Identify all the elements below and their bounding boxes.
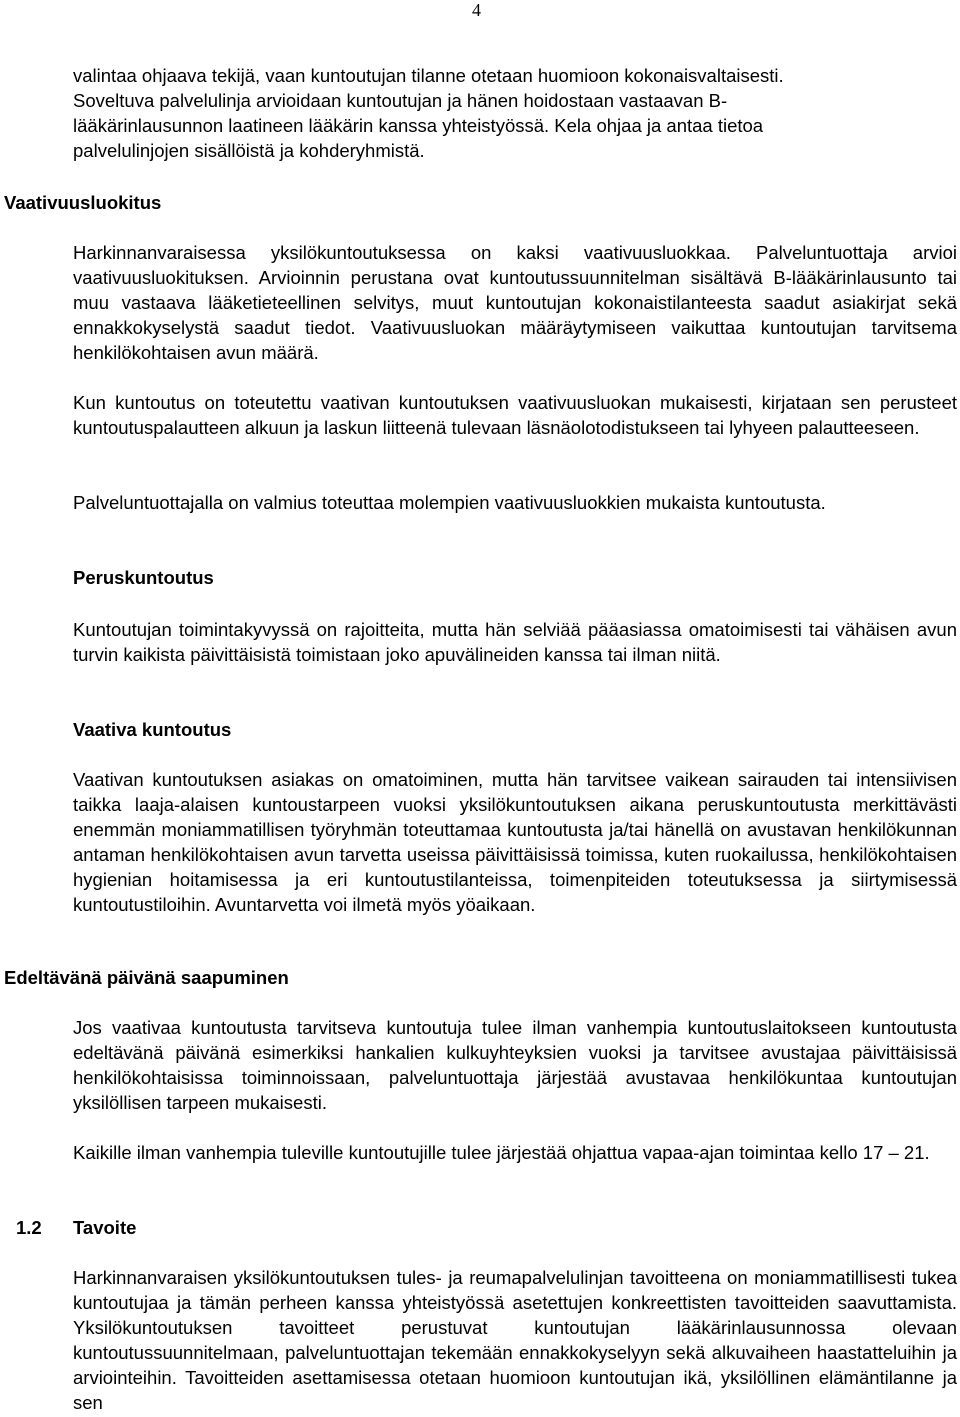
paragraph-vaativuusluokitus-2: Kun kuntoutus on toteutettu vaativan kuntoutuksen vaativuusluokan mukaisesti, kirjataan sen perusteet kuntoutuspalautteen alkuun ja laskun liitteenä tulevaan läsnäolotodistukseen tai lyhyeen palautteeseen.	[73, 392, 957, 438]
paragraph-edeltava-2: Kaikille ilman vanhempia tuleville kuntoutujille tulee järjestää ohjattua vapaa-ajan toimintaa kello 17 – 21.	[73, 1142, 930, 1163]
section-heading-edeltava-paiva: Edeltävänä päivänä saapuminen	[4, 967, 289, 988]
paragraph-vaativuusluokitus-1: Harkinnanvaraisessa yksilökuntoutuksessa on kaksi vaativuusluokkaa. Palveluntuottaja arvioi vaativuusluokituksen. Arvioinnin perustana ovat kuntoutussuunnitelman sisältävä B-lääkärinlausunto tai muu vastaava lääketieteellinen selvitys, muut kuntoutujan kokonaistilanteesta saadut asiakirjat sekä ennakkokyselystä saadut tiedot. Vaativuusluokan määräytymiseen vaikuttaa kuntoutujan tarvitsema henkilökohtaisen avun määrä.	[73, 242, 957, 363]
text-line: palvelulinjojen sisällöistä ja kohderyhmistä.	[73, 140, 425, 161]
page-number: 4	[472, 0, 481, 20]
intro-paragraph	[73, 63, 957, 163]
paragraph-peruskuntoutus: Kuntoutujan toimintakyvyssä on rajoitteita, mutta hän selviää pääasiassa omatoimisesti tai vähäisen avun turvin kaikista päivittäisistä toimistaan joko apuvälineiden kanssa tai ilman niitä.	[73, 619, 957, 665]
section-title: Tavoite	[73, 1217, 137, 1238]
section-number: 1.2	[16, 1217, 42, 1238]
subheading-peruskuntoutus: Peruskuntoutus	[73, 567, 214, 588]
text-line: Soveltuva palvelulinja arvioidaan kuntoutujan ja hänen hoidostaan vastaavan B-	[73, 90, 728, 111]
text-line: lääkärinlausunnon laatineen lääkärin kanssa yhteistyössä. Kela ohjaa ja antaa tietoa	[73, 115, 764, 136]
section-heading-vaativuusluokitus: Vaativuusluokitus	[4, 192, 162, 213]
paragraph-vaativa-kuntoutus: Vaativan kuntoutuksen asiakas on omatoiminen, mutta hän tarvitsee vaikean sairauden tai intensiivisen taikka laaja-alaisen kuntoustarpeen vuoksi yksilökuntoutuksen aikana peruskuntoutusta merkittävästi enemmän moniammatillisen työryhmän toteuttamaa kuntoutusta ja/tai hänellä on avustavan henkilökunnan antaman henkilökohtaisen avun tarvetta useissa päivittäisissä toimissa, kuten ruokailussa, henkilökohtaisen hygienian hoitamisessa ja eri kuntoutustilanteissa, toimenpiteiden toteutuksessa ja siirtymisessä kuntoutustiloihin. Avuntarvetta voi ilmetä myös yöaikaan.	[73, 769, 957, 915]
paragraph-vaativuusluokitus-3: Palveluntuottajalla on valmius toteuttaa molempien vaativuusluokkien mukaista kuntoutusta.	[73, 492, 826, 513]
paragraph-tavoite: Harkinnanvaraisen yksilökuntoutuksen tules- ja reumapalvelulinjan tavoitteena on moniammatillisesti tukea kuntoutujaa ja tämän perheen kanssa yhteistyössä asetettujen konkreettisten tavoitteiden saavuttamista. Yksilökuntoutuksen tavoitteet perustuvat kuntoutujan lääkärinlausunnossa olevaan kuntoutussuunnitelmaan, palveluntuottajan tekemään ennakkokyselyyn sekä alkuvaiheen haastatteluihin ja arviointeihin. Tavoitteiden asettamisessa otetaan huomioon kuntoutujan ikä, yksilöllinen elämäntilanne ja sen	[73, 1267, 957, 1413]
text-line: valintaa ohjaava tekijä, vaan kuntoutujan tilanne otetaan huomioon kokonaisvaltaisesti.	[73, 65, 784, 86]
subheading-vaativa-kuntoutus: Vaativa kuntoutus	[73, 719, 232, 740]
paragraph-edeltava-1: Jos vaativaa kuntoutusta tarvitseva kuntoutuja tulee ilman vanhempia kuntoutuslaitokseen kuntoutusta edeltävänä päivänä esimerkiksi hankalien kulkuyhteyksien vuoksi ja tarvitsee avustajaa päivittäisissä henkilökohtaisissa toiminnoissaan, palveluntuottaja järjestää avustavaa henkilökuntaa kuntoutujan yksilöllisen tarpeen mukaisesti.	[73, 1017, 957, 1113]
